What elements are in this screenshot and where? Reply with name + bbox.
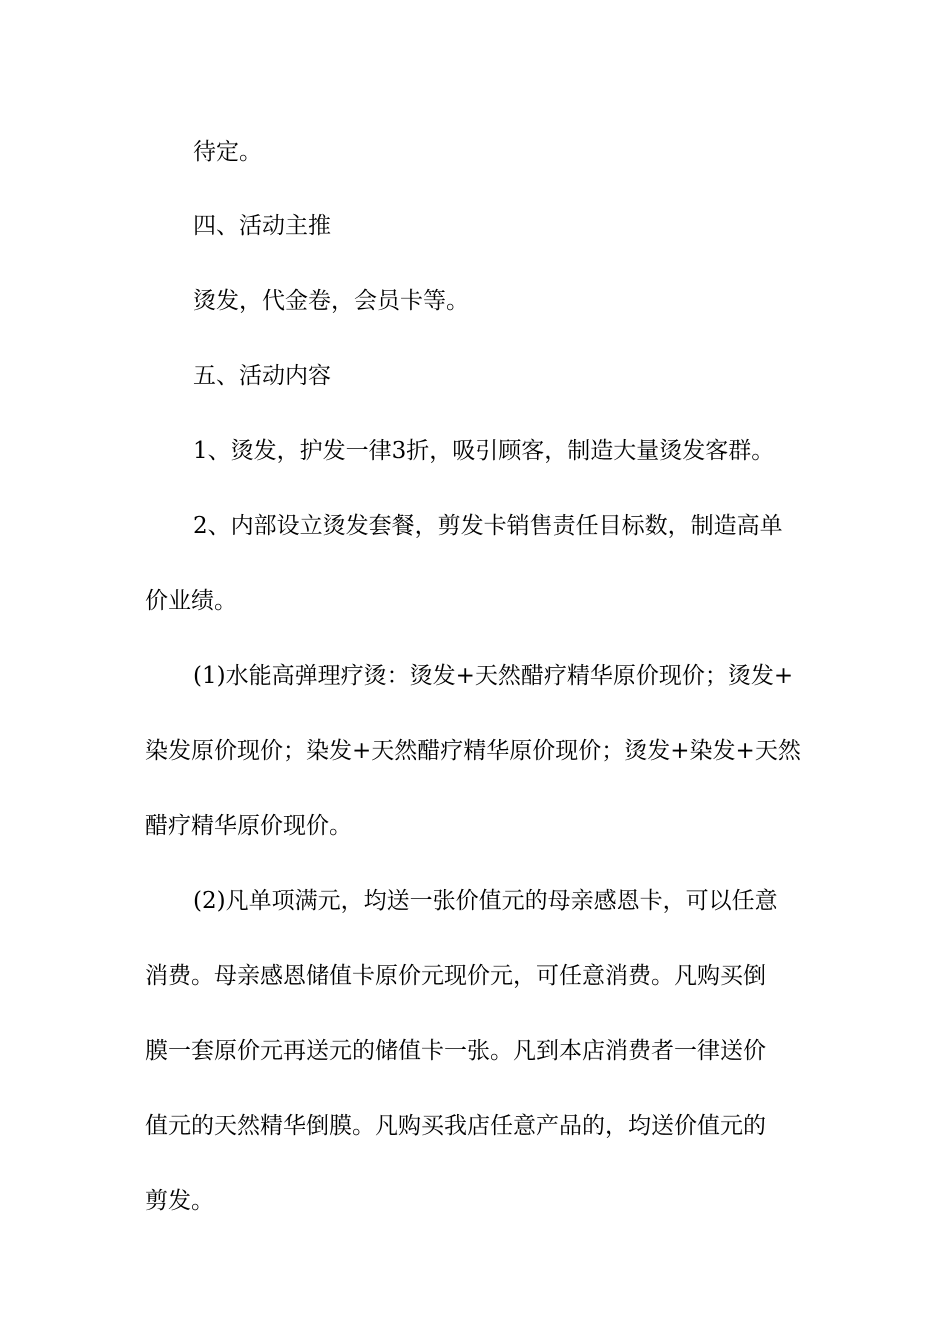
text-line-sub-2-cont-b: 膜一套原价元再送元的储值卡一张。凡到本店消费者一律送价 [145,1038,766,1064]
text-line-sub-2: (2)凡单项满元，均送一张价值元的母亲感恩卡，可以任意 [193,888,778,914]
text-line-sub-2-cont-d: 剪发。 [145,1188,214,1214]
text-line-item-1: 1、烫发，护发一律3折，吸引顾客，制造大量烫发客群。 [193,438,775,464]
text-line-pending: 待定。 [193,139,262,165]
text-line-sub-2-cont-a: 消费。母亲感恩储值卡原价元现价元，可任意消费。凡购买倒 [145,963,766,989]
text-line-sub-2-cont-c: 值元的天然精华倒膜。凡购买我店任意产品的，均送价值元的 [145,1113,766,1139]
section-heading-main-push: 四、活动主推 [193,213,331,239]
section-heading-activity-content: 五、活动内容 [193,363,331,389]
text-line-main-push-items: 烫发，代金卷，会员卡等。 [193,288,469,314]
text-line-sub-1: (1)水能高弹理疗烫：烫发+天然醋疗精华原价现价；烫发+ [193,663,794,689]
text-line-item-2-cont: 价业绩。 [145,588,237,614]
text-line-sub-1-cont-a: 染发原价现价；染发+天然醋疗精华原价现价；烫发+染发+天然 [145,738,801,764]
text-line-sub-1-cont-b: 醋疗精华原价现价。 [145,813,352,839]
text-line-item-2: 2、内部设立烫发套餐，剪发卡销售责任目标数，制造高单 [193,513,783,539]
